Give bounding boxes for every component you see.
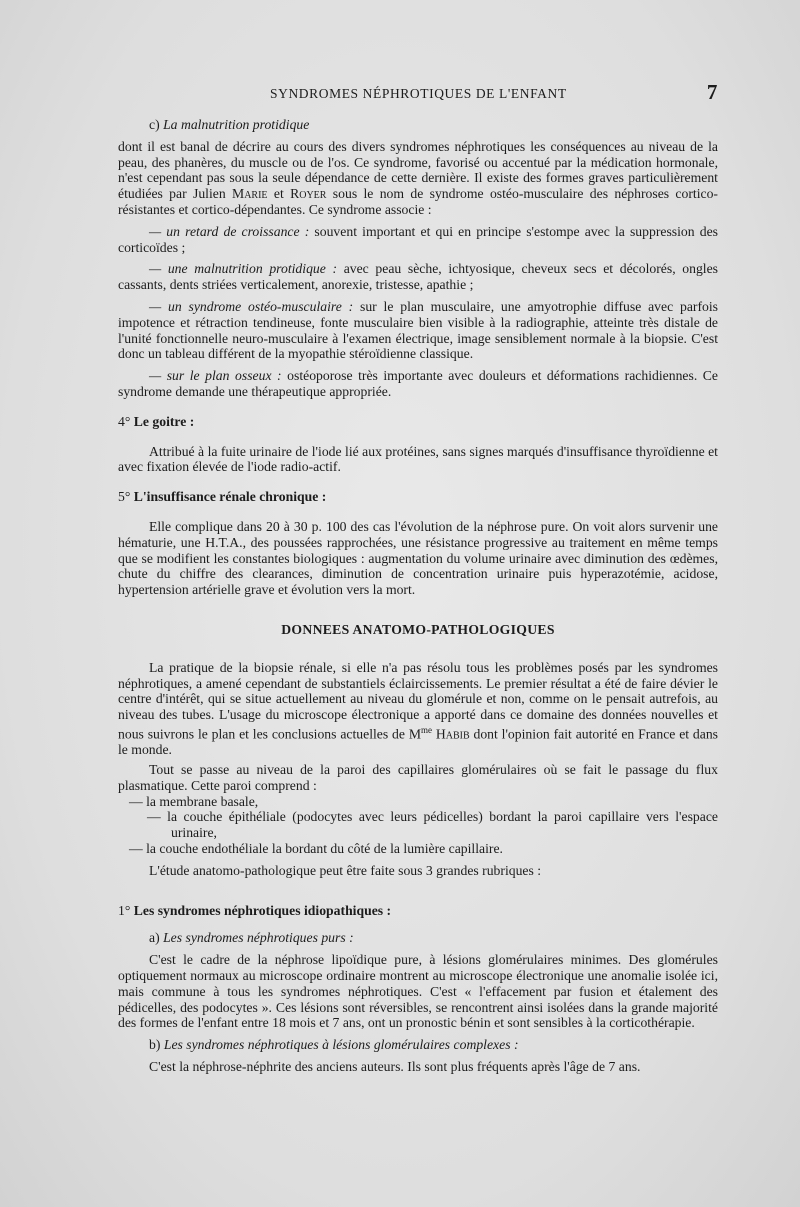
- paragraph-malnutrition: dont il est banal de décrire au cours des divers syndromes néphrotiques les conséquences au niveau de la peau, des phanères, du muscle ou de l'os. Ce syndrome, favorisé ou accentué par la médication hormonale, n'est cependant pas sous la seule dépendance de cette dernière. Il existe des formes graves particulièrement étudiées par Julien Marie et Royer sous le nom de syndrome ostéo-musculaire des néphroses cortico-résistantes et cortico-dépendantes. Ce syndrome associe :: [118, 138, 718, 217]
- page-body: [118, 117, 718, 1075]
- section-heading-idiopathiques: 1° Les syndromes néphrotiques idiopathiques :: [118, 902, 392, 918]
- bullet-retard-croissance: — un retard de croissance : souvent important et qui en principe s'estompe avec la suppression des corticoïdes ;: [118, 223, 718, 255]
- subsection-heading-c: c) La malnutrition protidique: [149, 117, 310, 132]
- running-title: SYNDROMES NÉPHROTIQUES DE L'ENFANT: [270, 86, 567, 101]
- section-heading-goitre: 4° Le goitre :: [118, 413, 195, 429]
- list-item: — la couche endothéliale la bordant du côté de la lumière capillaire.: [129, 841, 503, 857]
- paragraph-biopsie: La pratique de la biopsie rénale, si elle n'a pas résolu tous les problèmes posés par les syndromes néphrotiques, a amené cependant de substantiels éclaircissements. Le premier résultat a été de faire dévier le centre d'intérêt, qui se situe actuellement au niveau du glomérule et non, comme on le pensait autrefois, au niveau des tubes. L'usage du microscope électronique a apporté dans ce domaine des données nouvelles et nous suivrons le plan et les conclusions actuelles de $M^{me}$ Habib dont l'opinion fait autorité en France et dans le monde.: [118, 659, 719, 758]
- subsection-heading-b: b) Les syndromes néphrotiques à lésions glomérulaires complexes :: [149, 1037, 519, 1053]
- section-heading-insuffisance: 5° L'insuffisance rénale chronique :: [118, 489, 327, 505]
- subsection-heading-a: a) Les syndromes néphrotiques purs :: [149, 930, 354, 946]
- author-name: Royer: [290, 186, 327, 202]
- list-item: — la couche épithéliale (podocytes avec leurs pédicelles) bordant la paroi capillaire vers l'espace urinaire,: [147, 809, 718, 841]
- list-item: — la membrane basale,: [129, 793, 259, 809]
- paragraph-insuffisance: Elle complique dans 20 à 30 p. 100 des cas l'évolution de la néphrose pure. On voit alors survenir une hématurie, une H.T.A., des poussées rapprochées, une résistance progressive au traitement en même temps que se modifient les constantes biologiques : augmentation du volume urinaire avec diminution des œdèmes, chute du chiffre des clearances, diminution de concentration urinaire puis hyperazotémie, acidose, hypertension artérielle grave et évolution vers la mort.: [118, 518, 718, 598]
- paragraph-complexes: C'est la néphrose-néphrite des anciens auteurs. Ils sont plus fréquents après l'âge de 7 ans.: [149, 1059, 641, 1075]
- paragraph-paroi: Tout se passe au niveau de la paroi des capillaires glomérulaires où se fait le passage du flux plasmatique. Cette paroi comprend :: [118, 762, 718, 793]
- author-name: Habib: [435, 726, 470, 742]
- paragraph-goitre: Attribué à la fuite urinaire de l'iode lié aux protéines, sans signes marqués d'insuffisance thyroïdienne et avec fixation élevée de l'iode radio-actif.: [118, 443, 718, 475]
- bullet-plan-osseux: — sur le plan osseux : ostéoporose très importante avec douleurs et déformations rachidiennes. Ce syndrome demande une thérapeutique appropriée.: [118, 368, 718, 399]
- author-name: Marie: [232, 186, 268, 202]
- chapter-heading: DONNEES ANATOMO-PATHOLOGIQUES: [281, 621, 555, 637]
- bullet-osteo-musculaire: — un syndrome ostéo-musculaire : sur le plan musculaire, une amyotrophie diffuse avec parfois impotence et rétraction tendineuse, fonte musculaire bien visible à la radiographie, atteinte très distale de l'unité fonctionnelle neuro-musculaire à l'examen électrique, image sensiblement normale à la biopsie. C'est donc un tableau différent de la myopathie stéroïdienne classique.: [118, 298, 718, 362]
- bullet-malnutrition: — une malnutrition protidique : avec peau sèche, ichtyosique, cheveux secs et décolorés, ongles cassants, dents striées verticalement, anorexie, tristesse, apathie ;: [118, 261, 718, 293]
- paragraph-rubriques: L'étude anatomo-pathologique peut être faite sous 3 grandes rubriques :: [149, 862, 542, 878]
- page-number: 7: [706, 80, 718, 104]
- paragraph-purs: C'est le cadre de la néphrose lipoïdique pure, à lésions glomérulaires minimes. Des glomérules optiquement normaux au microscope ordinaire montrent au microscope électronique une anomalie isolée ici, mais commune à tous les syndromes néphrotiques. C'est « l'effacement par fusion et étalement des pédicelles, des podocytes ». Ces lésions sont réversibles, se rencontrent ainsi isolées dans la grande majorité des formes de l'enfant entre 18 mois et 7 ans, ont un pronostic bénin et sont sensibles à la corticothérapie.: [118, 952, 718, 1031]
